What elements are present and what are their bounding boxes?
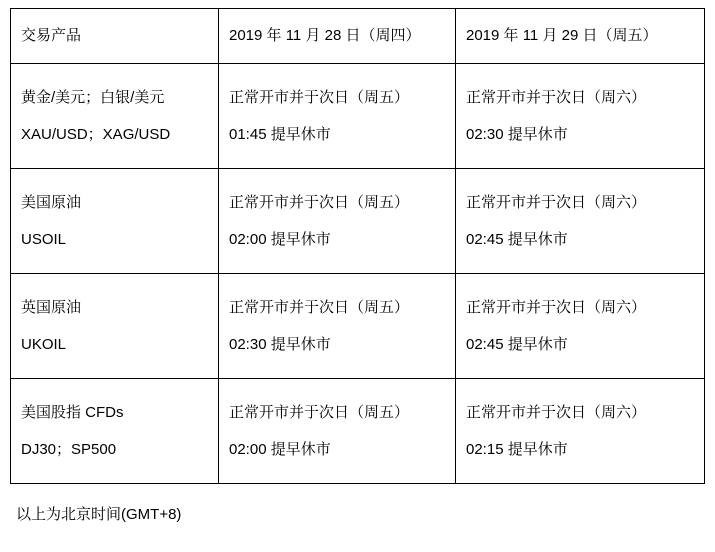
cell-day1 <box>219 379 456 484</box>
day2-close-time: 02:45 提早休市 <box>466 335 568 353</box>
day2-close-time: 02:15 提早休市 <box>466 440 568 458</box>
product-symbols: UKOIL <box>21 335 67 353</box>
cell-product <box>11 274 219 379</box>
table-row <box>11 169 705 274</box>
product-symbols: DJ30；SP500 <box>21 440 117 458</box>
product-symbols: USOIL <box>21 230 67 248</box>
table-row <box>11 64 705 169</box>
day1-status: 正常开市并于次日（周五） <box>229 89 410 107</box>
cell-product <box>11 64 219 169</box>
trading-hours-table <box>10 8 705 484</box>
column-header-product <box>11 9 219 64</box>
product-name: 黄金/美元；白银/美元 <box>21 89 165 107</box>
cell-day1 <box>219 64 456 169</box>
product-name: 英国原油 <box>21 299 82 317</box>
product-name: 美国原油 <box>21 194 82 212</box>
table-row <box>11 379 705 484</box>
day2-status: 正常开市并于次日（周六） <box>466 89 647 107</box>
column-header-day1 <box>219 9 456 64</box>
day1-close-time: 02:30 提早休市 <box>229 335 331 353</box>
day1-close-time: 02:00 提早休市 <box>229 440 331 458</box>
day1-close-time: 02:00 提早休市 <box>229 230 331 248</box>
cell-day2 <box>456 379 705 484</box>
cell-day2 <box>456 274 705 379</box>
column-header-day1-label: 2019 年 11 月 28 日（周四） <box>229 27 421 45</box>
table-header-row <box>11 9 705 64</box>
day1-close-time: 01:45 提早休市 <box>229 125 331 143</box>
timezone-footnote: 以上为北京时间(GMT+8) <box>16 506 182 523</box>
day1-status: 正常开市并于次日（周五） <box>229 299 410 317</box>
table-row <box>11 274 705 379</box>
cell-day2 <box>456 169 705 274</box>
cell-day2 <box>456 64 705 169</box>
day2-status: 正常开市并于次日（周六） <box>466 194 647 212</box>
cell-product <box>11 379 219 484</box>
day1-status: 正常开市并于次日（周五） <box>229 194 410 212</box>
column-header-day2-label: 2019 年 11 月 29 日（周五） <box>466 27 658 45</box>
column-header-day2 <box>456 9 705 64</box>
column-header-product-label: 交易产品 <box>21 27 82 45</box>
day2-close-time: 02:30 提早休市 <box>466 125 568 143</box>
product-name: 美国股指 CFDs <box>21 404 124 422</box>
cell-day1 <box>219 274 456 379</box>
day2-close-time: 02:45 提早休市 <box>466 230 568 248</box>
day2-status: 正常开市并于次日（周六） <box>466 404 647 422</box>
cell-day1 <box>219 169 456 274</box>
product-symbols: XAU/USD；XAG/USD <box>21 125 171 143</box>
cell-product <box>11 169 219 274</box>
day1-status: 正常开市并于次日（周五） <box>229 404 410 422</box>
day2-status: 正常开市并于次日（周六） <box>466 299 647 317</box>
